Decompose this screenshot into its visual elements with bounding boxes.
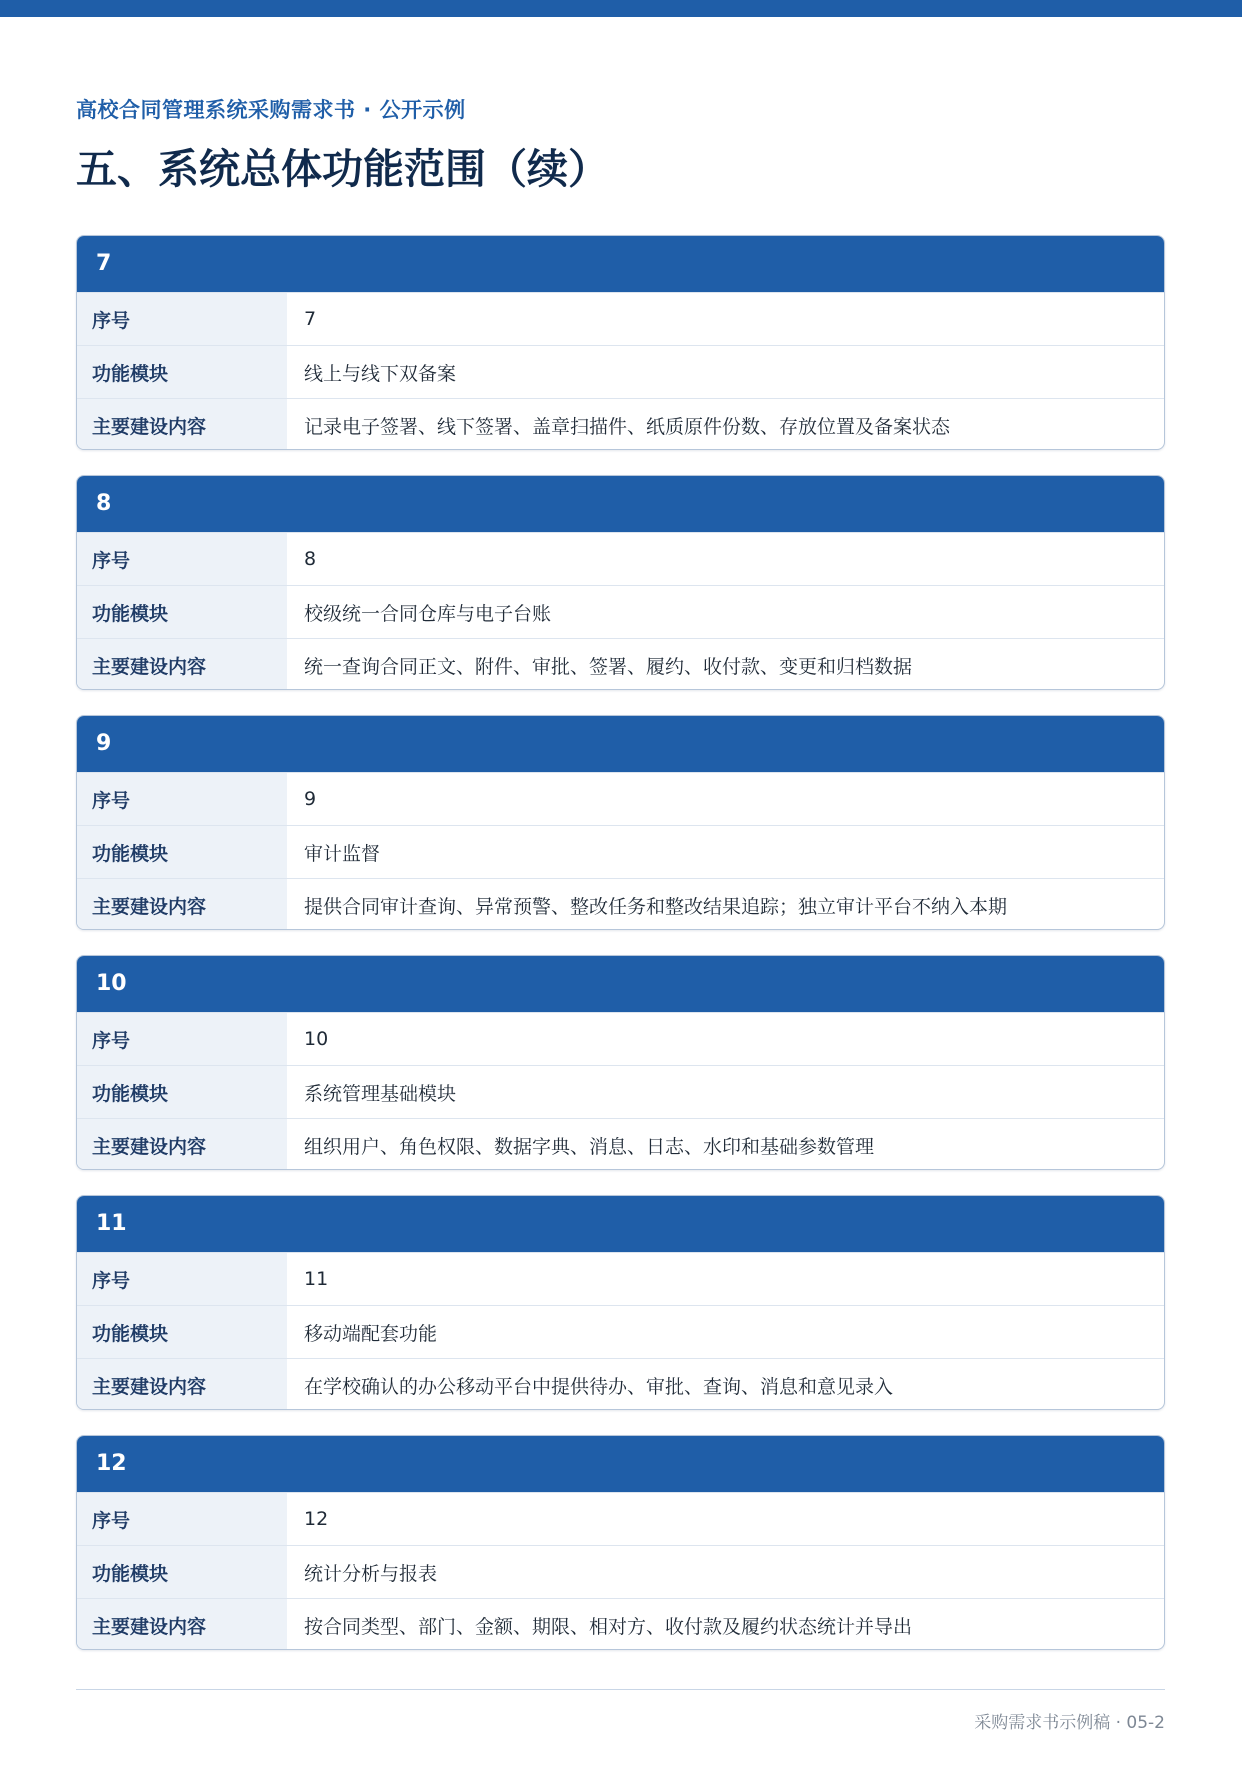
card-heading: 12 xyxy=(77,1436,1164,1492)
row-module xyxy=(77,585,1164,638)
row-value: 统一查询合同正文、附件、审批、签署、履约、收付款、变更和归档数据 xyxy=(304,655,913,678)
row-module xyxy=(77,1305,1164,1358)
row-value: 11 xyxy=(304,1268,329,1290)
row-value: 组织用户、角色权限、数据字典、消息、日志、水印和基础参数管理 xyxy=(304,1135,875,1158)
row-label: 功能模块 xyxy=(77,826,287,878)
row-label: 功能模块 xyxy=(77,1546,287,1598)
row-content xyxy=(77,878,1164,930)
card-heading: 9 xyxy=(77,716,1164,772)
row-label: 功能模块 xyxy=(77,346,287,398)
row-content xyxy=(77,1118,1164,1170)
row-value: 10 xyxy=(304,1028,329,1050)
row-module xyxy=(77,1065,1164,1118)
row-module xyxy=(77,345,1164,398)
row-index xyxy=(77,1252,1164,1305)
scope-card xyxy=(76,1195,1165,1410)
row-value: 审计监督 xyxy=(304,842,381,865)
row-label: 主要建设内容 xyxy=(77,1599,287,1650)
scope-card xyxy=(76,955,1165,1170)
row-value: 7 xyxy=(304,308,317,330)
row-label: 功能模块 xyxy=(77,1306,287,1358)
row-value: 系统管理基础模块 xyxy=(304,1082,457,1105)
scope-card xyxy=(76,475,1165,690)
row-label: 主要建设内容 xyxy=(77,879,287,930)
top-accent-bar xyxy=(0,0,1242,17)
page-footer: 采购需求书示例稿 · 05-2 xyxy=(974,1713,1165,1733)
function-scope-cards xyxy=(76,235,1165,1675)
scope-card xyxy=(76,715,1165,930)
row-label: 功能模块 xyxy=(77,586,287,638)
row-value: 9 xyxy=(304,788,317,810)
row-value: 统计分析与报表 xyxy=(304,1562,438,1585)
row-index xyxy=(77,1492,1164,1545)
row-value: 12 xyxy=(304,1508,329,1530)
row-content xyxy=(77,1598,1164,1650)
row-value: 8 xyxy=(304,548,317,570)
card-heading: 10 xyxy=(77,956,1164,1012)
card-heading: 8 xyxy=(77,476,1164,532)
row-module xyxy=(77,1545,1164,1598)
row-label: 序号 xyxy=(77,293,287,345)
row-label: 序号 xyxy=(77,533,287,585)
row-value: 记录电子签署、线下签署、盖章扫描件、纸质原件份数、存放位置及备案状态 xyxy=(304,415,951,438)
row-label: 序号 xyxy=(77,1493,287,1545)
row-value: 校级统一合同仓库与电子台账 xyxy=(304,602,552,625)
row-value: 提供合同审计查询、异常预警、整改任务和整改结果追踪；独立审计平台不纳入本期 xyxy=(304,895,1008,918)
row-label: 序号 xyxy=(77,1253,287,1305)
row-index xyxy=(77,532,1164,585)
row-value: 在学校确认的办公移动平台中提供待办、审批、查询、消息和意见录入 xyxy=(304,1375,894,1398)
row-label: 主要建设内容 xyxy=(77,639,287,690)
card-heading: 7 xyxy=(77,236,1164,292)
scope-card xyxy=(76,235,1165,450)
row-value: 线上与线下双备案 xyxy=(304,362,457,385)
row-label: 功能模块 xyxy=(77,1066,287,1118)
row-label: 主要建设内容 xyxy=(77,1359,287,1410)
row-label: 主要建设内容 xyxy=(77,1119,287,1170)
row-content xyxy=(77,1358,1164,1410)
row-index xyxy=(77,772,1164,825)
card-heading: 11 xyxy=(77,1196,1164,1252)
row-content xyxy=(77,398,1164,450)
row-content xyxy=(77,638,1164,690)
row-index xyxy=(77,1012,1164,1065)
document-kicker: 高校合同管理系统采购需求书 · 公开示例 xyxy=(76,98,466,122)
row-value: 按合同类型、部门、金额、期限、相对方、收付款及履约状态统计并导出 xyxy=(304,1615,913,1638)
row-value: 移动端配套功能 xyxy=(304,1322,438,1345)
row-label: 主要建设内容 xyxy=(77,399,287,450)
row-label: 序号 xyxy=(77,1013,287,1065)
footer-divider xyxy=(76,1689,1165,1690)
row-module xyxy=(77,825,1164,878)
scope-card xyxy=(76,1435,1165,1650)
row-index xyxy=(77,292,1164,345)
page-title: 五、系统总体功能范围（续） xyxy=(76,145,609,193)
row-label: 序号 xyxy=(77,773,287,825)
